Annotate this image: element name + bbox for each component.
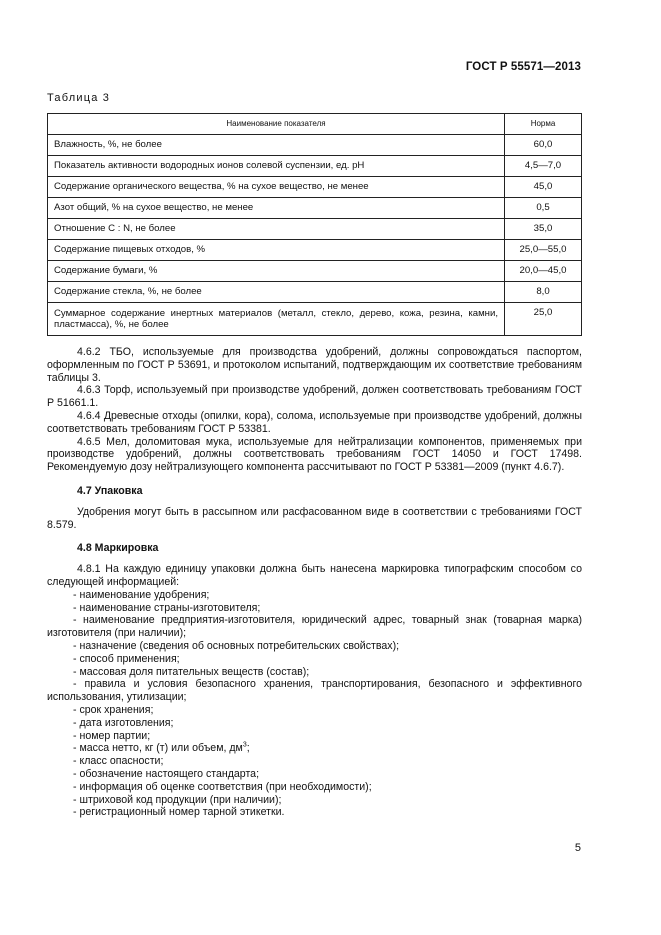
list-item: - массовая доля питательных веществ (состав); [73,665,310,678]
table-row [48,282,582,303]
section-heading-packaging: 4.7 Упаковка [77,484,143,497]
list-item-mass [47,742,582,755]
table-header-row [48,114,582,135]
row-value: 25,0 [505,303,582,336]
list-item: - штриховой код продукции (при наличии); [73,793,282,806]
column-header-value: Норма [505,114,582,135]
row-name: Содержание органического вещества, % на сухое вещество, не менее [48,177,505,198]
table-row [48,303,582,336]
list-item: - наименование страны-изготовителя; [73,601,261,614]
row-value: 25,0—55,0 [505,240,582,261]
list-item: - наименование удобрения; [73,588,210,601]
paragraph-4-6-5: 4.6.5 Мел, доломитовая мука, используемые для нейтрализации компонентов, применяемых при производстве удобрений, должны соответствовать требованиям ГОСТ 14050 и ГОСТ 17498. Рекомендуемую дозу нейтрализующего компонента рассчитывают по ГОСТ Р 53381—2009 (пункт 4.6.7). [47,435,582,474]
page-number: 5 [574,842,581,854]
table-row [48,198,582,219]
paragraph-4-8-1: 4.8.1 На каждую единицу упаковки должна быть нанесена маркировка типографским способом со следующей информацией: [47,563,582,588]
row-value: 20,0—45,0 [505,261,582,282]
table-row [48,240,582,261]
row-value: 0,5 [505,198,582,219]
list-item-mass-tail: ; [246,742,250,755]
list-item-mass-text: - масса нетто, кг (т) или объем, дм [73,742,243,755]
section-heading-marking: 4.8 Маркировка [77,542,159,555]
list-item: - назначение (сведения об основных потребительских свойствах); [73,639,400,652]
list-item: - срок хранения; [73,703,154,716]
row-value: 60,0 [505,135,582,156]
row-value: 8,0 [505,282,582,303]
row-value: 4,5—7,0 [505,156,582,177]
row-name: Содержание бумаги, % [48,261,505,282]
list-item: - регистрационный номер тарной этикетки. [73,806,285,819]
row-name: Отношение C : N, не более [48,219,505,240]
row-value: 45,0 [505,177,582,198]
table-row [48,135,582,156]
superscript-three: 3 [242,741,247,749]
requirements-table [47,113,582,336]
row-name: Азот общий, % на сухое вещество, не менее [48,198,505,219]
column-header-name: Наименование показателя [48,114,505,135]
list-item: - информация об оценке соответствия (при необходимости); [73,780,372,793]
row-name: Показатель активности водородных ионов солевой суспензии, ед. pH [48,156,505,177]
document-body [47,346,582,819]
paragraph-4-6-4: 4.6.4 Древесные отходы (опилки, кора), солома, используемые при производстве удобрений, должны соответствовать требованиям ГОСТ Р 53381. [47,409,582,435]
list-item: - способ применения; [73,652,180,665]
table-caption: Таблица 3 [47,92,111,104]
list-item: - номер партии; [73,729,151,742]
list-item: - класс опасности; [73,755,164,768]
list-item: - правила и условия безопасного хранения, транспортирования, безопасного и эффективного использования, утилизации; [47,678,582,704]
table-row [48,261,582,282]
paragraph-4-7: Удобрения могут быть в рассыпном или расфасованном виде в соответствии с требованиями ГОСТ 8.579. [47,505,582,531]
row-name: Содержание пищевых отходов, % [48,240,505,261]
table-row [48,156,582,177]
row-name: Суммарное содержание инертных материалов (металл, стекло, дерево, кожа, резина, камни, пластмасса), %, не более [48,303,505,336]
paragraph-4-6-2: 4.6.2 ТБО, используемые для производства удобрений, должны сопровождаться паспортом, оформленным по ГОСТ Р 53691, и протоколом испытаний, подтверждающим их соответствие требованиям таблицы 3. [47,346,582,384]
row-name: Влажность, %, не более [48,135,505,156]
list-item: - обозначение настоящего стандарта; [73,767,260,780]
table-row [48,219,582,240]
paragraph-4-6-3: 4.6.3 Торф, используемый при производстве удобрений, должен соответствовать требованиям ГОСТ Р 51661.1. [47,384,582,410]
list-item: - дата изготовления; [73,716,174,729]
list-item: - наименование предприятия-изготовителя, юридический адрес, товарный знак (товарная марка) изготовителя (при наличии); [47,614,582,640]
standard-header: ГОСТ Р 55571—2013 [465,61,581,73]
table-row [48,177,582,198]
row-value: 35,0 [505,219,582,240]
row-name: Содержание стекла, %, не более [48,282,505,303]
